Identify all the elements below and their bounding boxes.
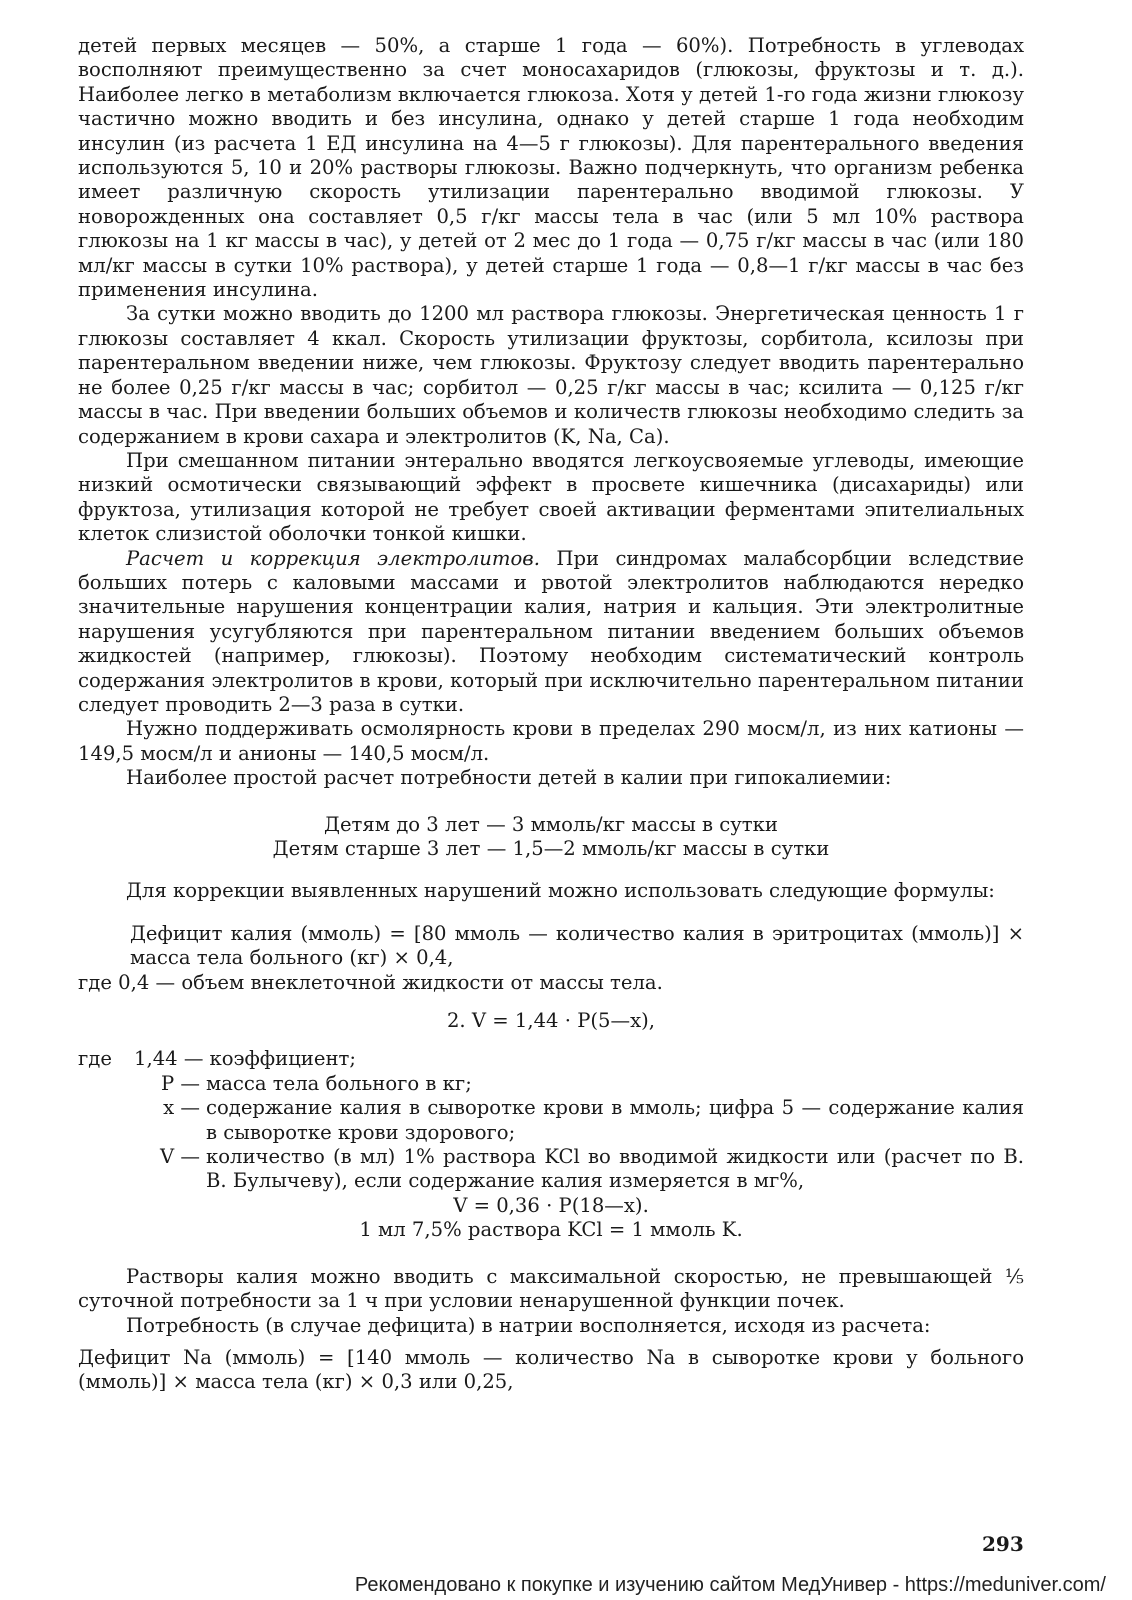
formula-sodium-deficit: Дефицит Na (ммоль) = [140 ммоль — количество Na в сыворотке крови у больного (ммоль)] × масса тела (кг) × 0,3 или 0,25,	[78, 1345, 1024, 1394]
definition-row	[78, 1096, 1024, 1145]
definition-symbol: P —	[160, 1071, 200, 1095]
paragraph-glucose-dose: За сутки можно вводить до 1200 мл раствора глюкозы. Энергетическая ценность 1 г глюкозы составляет 4 ккал. Скорость утилизации фруктозы, сорбитола, ксилозы при парентеральном введении ниже, чем глюкозы. Фруктозу следует вводить парентерально не более 0,25 г/кг массы в час; сорбитол — 0,25 г/кг массы в час; ксилита — 0,125 г/кг массы в час. При введении больших объемов и количеств глюкозы необходимо следить за содержанием в крови сахара и электролитов (K, Na, Ca).	[78, 302, 1024, 448]
paragraph-mixed-nutrition: При смешанном питании энтерально вводятся легкоусвояемые углеводы, имеющие низкий осмотически связывающий эффект в просвете кишечника (дисахариды) или фруктоза, утилизация которой не требует своей активации ферментами эпителиальных клеток слизистой оболочки тонкой кишки.	[78, 448, 1024, 546]
formula-v-2: V = 0,36 · P(18—x).	[453, 1193, 649, 1217]
footer-recommendation: Рекомендовано к покупке и изучению сайтом МедУнивер - https://meduniver.com/	[354, 1574, 1106, 1596]
definition-row	[78, 1145, 1024, 1194]
paragraph-osmolarity: Нужно поддерживать осмолярность крови в пределах 290 мосм/л, из них катионы — 149,5 мосм/л и анионы — 140,5 мосм/л.	[78, 717, 1024, 765]
where-label: где	[78, 1047, 112, 1071]
definition-symbol: V —	[160, 1145, 200, 1169]
rule-over-3: Детям старше 3 лет — 1,5—2 ммоль/кг массы в сутки	[272, 837, 830, 860]
definition-text: содержание калия в сыворотке крови в ммоль; цифра 5 — содержание калия в сыворотке крови здорового;	[206, 1096, 1024, 1144]
definition-symbol: x —	[163, 1096, 200, 1120]
paragraph-potassium-rate: Растворы калия можно вводить с максимальной скоростью, не превышающей ⅕ суточной потребности за 1 ч при условии ненарушенной функции почек.	[78, 1264, 1024, 1313]
formula-kcl: 1 мл 7,5% раствора KCl = 1 ммоль K.	[359, 1218, 743, 1242]
definition-text: масса тела больного в кг;	[206, 1071, 472, 1095]
paragraph-electrolytes	[78, 547, 1024, 718]
definition-row	[78, 1047, 1024, 1071]
page-number: 293	[982, 1532, 1024, 1556]
formula-v-1: 2. V = 1,44 · P(5—x),	[446, 1009, 656, 1033]
definition-row	[78, 1072, 1024, 1096]
section-heading-electrolytes: Расчет и коррекция электролитов.	[126, 546, 540, 570]
formula-potassium-deficit: Дефицит калия (ммоль) = [80 ммоль — количество калия в эритроцитах (ммоль)] × масса тела больного (кг) × 0,4,	[130, 921, 1024, 970]
paragraph-carbohydrates: детей первых месяцев — 50%, а старше 1 года — 60%). Потребность в углеводах восполняют преимущественно за счет моносахаридов (глюкозы, фруктозы и т. д.). Наиболее легко в метаболизм включается глюкоза. Хотя у детей 1-го года жизни глюкозу частично можно вводить и без инсулина, однако у детей старше 1 года необходим инсулин (из расчета 1 ЕД инсулина на 4—5 г глюкозы). Для парентерального введения используются 5, 10 и 20% растворы глюкозы. Важно подчеркнуть, что организм ребенка имеет различную скорость утилизации парентерально вводимой глюкозы. У новорожденных она составляет 0,5 г/кг массы тела в час (или 5 мл 10% раствора глюкозы на 1 кг массы в час), у детей от 2 мес до 1 года — 0,75 г/кг массы в час (или 180 мл/кг массы в сутки 10% раствора), у детей старше 1 года — 0,8—1 г/кг массы в час без применения инсулина.	[78, 34, 1024, 302]
paragraph-sodium-intro: Потребность (в случае дефицита) в натрии восполняется, исходя из расчета:	[126, 1313, 931, 1337]
formula-potassium-note: где 0,4 — объем внеклеточной жидкости от массы тела.	[78, 970, 663, 994]
rule-under-3: Детям до 3 лет — 3 ммоль/кг массы в сутки	[324, 812, 778, 836]
paragraph-potassium-intro: Наиболее простой расчет потребности детей в калии при гипокалиемии:	[126, 766, 892, 790]
definition-symbol: 1,44 —	[134, 1047, 204, 1071]
definition-text: количество (в мл) 1% раствора KCl во вводимой жидкости или (расчет по В. В. Булычеву), если содержание калия измеряется в мг%,	[206, 1145, 1024, 1193]
paragraph-formulas-intro: Для коррекции выявленных нарушений можно использовать следующие формулы:	[126, 879, 995, 903]
page-body	[78, 34, 1024, 1395]
paragraph-electrolytes-text: При синдромах малабсорбции вследствие больших потерь с каловыми массами и рвотой электролитов наблюдаются нередко значительные нарушения концентрации калия, натрия и кальция. Эти электролитные нарушения усугубляются при парентеральном питании введением больших объемов жидкостей (например, глюкозы). Поэтому необходим систематический контроль содержания электролитов в крови, который при исключительно парентеральном питании следует проводить 2—3 раза в сутки.	[78, 546, 1025, 716]
definition-text: коэффициент;	[209, 1047, 356, 1071]
